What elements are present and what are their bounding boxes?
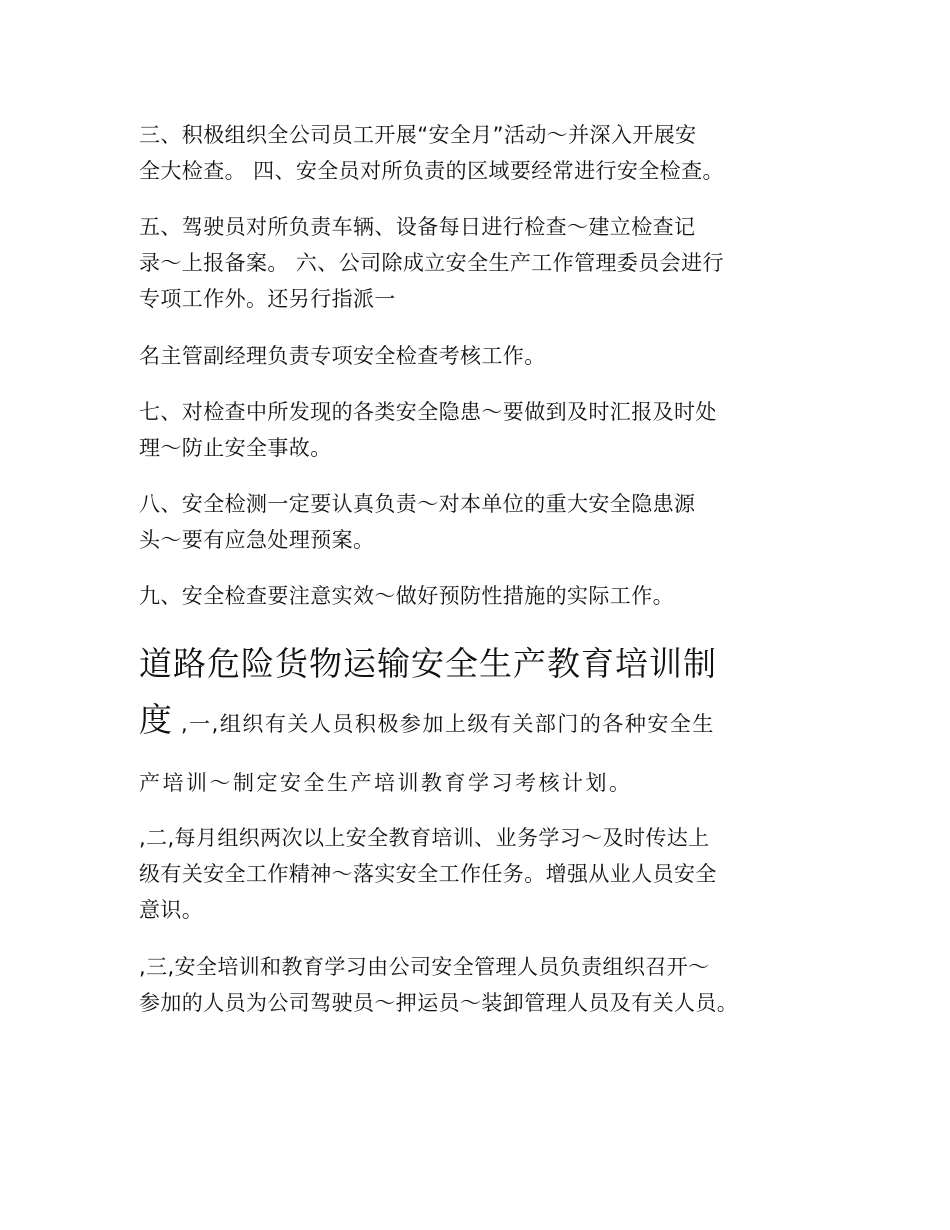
paragraph-line: 三、积极组织全公司员工开展“安全月”活动～并深入开展安 (139, 123, 697, 147)
training-item-1-start: ,一,组织有关人员积极参加上级有关部门的各种安全生 (181, 712, 715, 736)
paragraph-line: 参加的人员为公司驾驶员～押运员～装卸管理人员及有关人员。 (139, 991, 739, 1015)
paragraph-line: 五、驾驶员对所负责车辆、设备每日进行检查～建立检查记 (139, 215, 696, 239)
paragraph-line: 级有关安全工作精神～落实安全工作任务。增强从业人员安全 (139, 862, 717, 886)
paragraph-line: 录～上报备案。 六、公司除成立安全生产工作管理委员会进行 (139, 251, 724, 275)
paragraph-line: 意识。 (139, 898, 204, 922)
paragraph-supervisor (139, 338, 819, 374)
paragraph-item-3 (139, 117, 819, 189)
paragraph-line: 九、安全检查要注意实效～做好预防性措施的实际工作。 (139, 584, 674, 608)
paragraph-line: 头～要有应急处理预案。 (139, 528, 375, 552)
training-item-1-cont (139, 765, 819, 801)
paragraph-item-7 (139, 394, 819, 466)
training-item-3 (139, 949, 819, 1021)
paragraph-line: 全大检查。 四、安全员对所负责的区域要经常进行安全检查。 (139, 159, 724, 183)
paragraph-line: ,三,安全培训和教育学习由公司安全管理人员负责组织召开～ (139, 955, 710, 979)
section-heading-last-char: 度 (139, 700, 173, 739)
paragraph-item-5 (139, 209, 819, 317)
section-heading: 道路危险货物运输安全生产教育培训制 (139, 644, 717, 683)
paragraph-line: 产培训～制定安全生产培训教育学习考核计划。 (139, 771, 633, 795)
paragraph-line: 专项工作外。还另行指派一 (139, 287, 396, 311)
training-item-2 (139, 820, 819, 928)
paragraph-line: 八、安全检测一定要认真负责～对本单位的重大安全隐患源 (139, 492, 696, 516)
paragraph-line: 理～防止安全事故。 (139, 436, 332, 460)
paragraph-line: 名主管副经理负责专项安全检查考核工作。 (139, 344, 546, 368)
paragraph-item-9 (139, 578, 819, 614)
paragraph-line: ,二,每月组织两次以上安全教育培训、业务学习～及时传达上 (139, 826, 710, 850)
paragraph-line: 七、对检查中所发现的各类安全隐患～要做到及时汇报及时处 (139, 400, 717, 424)
section-heading-continuation (139, 694, 715, 741)
paragraph-item-8 (139, 486, 819, 558)
